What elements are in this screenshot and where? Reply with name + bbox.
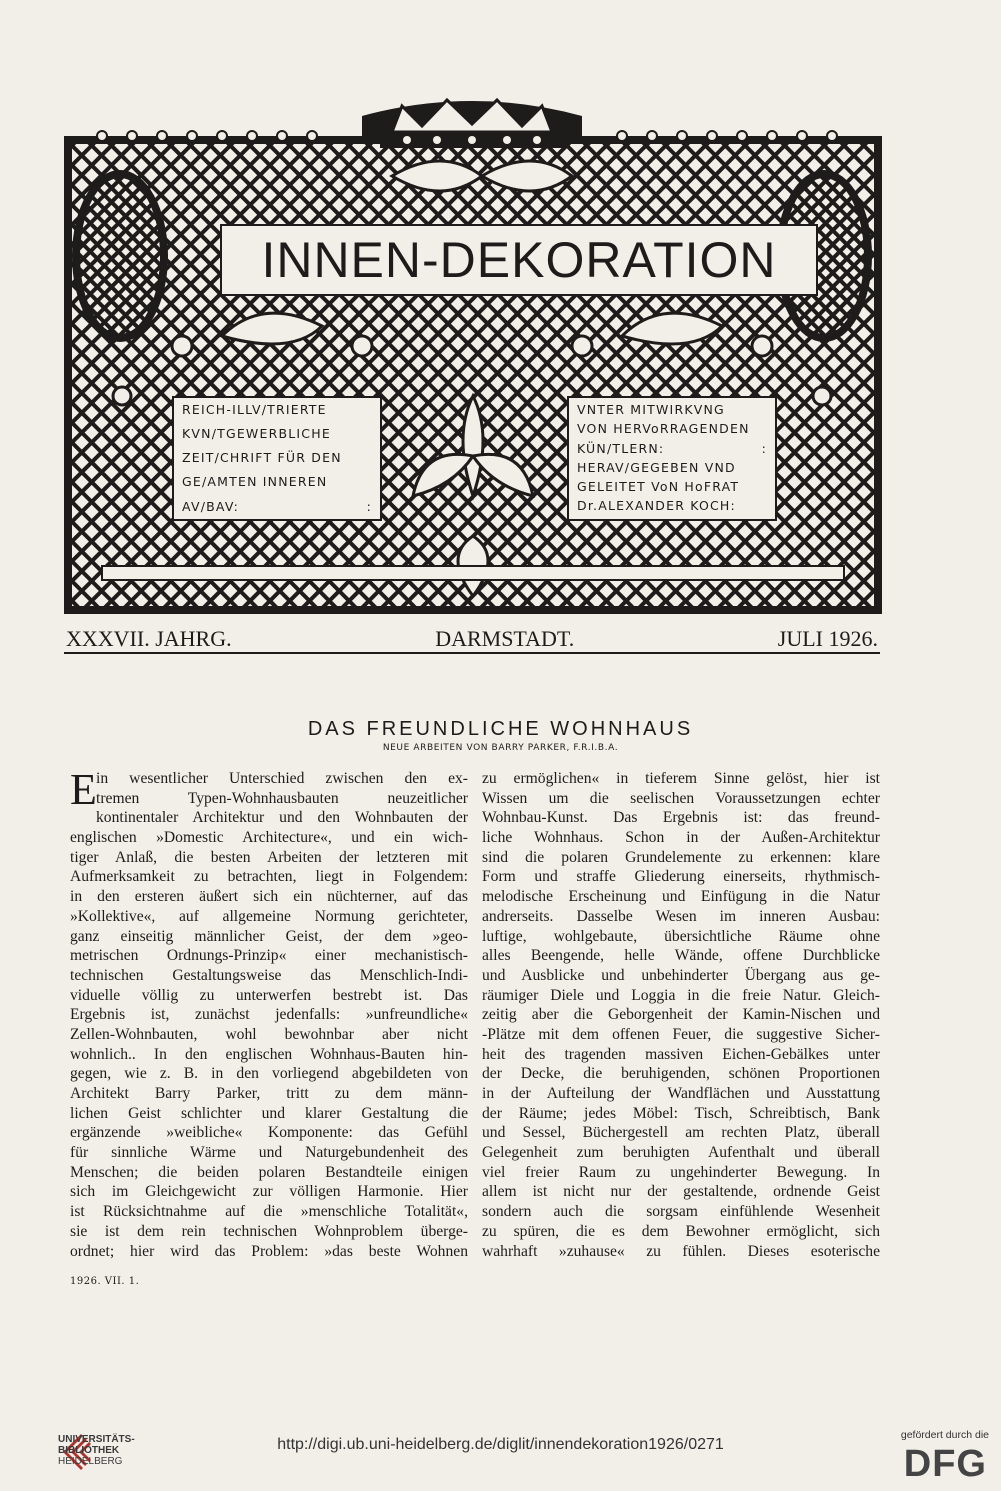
text-line: und Sessel, Büchergestell am rechten Platz, überall bbox=[482, 1124, 880, 1142]
text-line: viduelle völlig zu unterwerfen bestrebt ist. Das bbox=[70, 986, 468, 1004]
text-line: Menschen; die beiden polaren Bestandteile einigen bbox=[70, 1163, 468, 1181]
text-line: zeitig aber die Geborgenheit der Kamin-Nischen und bbox=[482, 1006, 880, 1024]
article-column-left bbox=[70, 765, 468, 1261]
text-line: zu spüren, die es dem Bewohner ermöglicht, sich bbox=[482, 1222, 880, 1240]
issue-date: JULI 1926. bbox=[777, 626, 878, 651]
text-line: zu ermöglichen« in tieferem Sinne gelöst, hier ist bbox=[482, 770, 880, 787]
text-line: sondern auch die sorgsam einfühlende Wesenheit bbox=[482, 1203, 880, 1221]
crown-icon bbox=[362, 100, 582, 148]
text-line: ist Rücksichtnahme auf die »menschliche Totalität«, bbox=[70, 1203, 468, 1221]
text-line: Architekt Barry Parker, tritt zu dem männ- bbox=[70, 1085, 468, 1102]
text-line: der Decke, die beruhigenden, schönen Proportionen bbox=[482, 1065, 880, 1083]
text-line: Wissen um die seelischen Voraussetzungen echter bbox=[482, 789, 880, 807]
text-line: ganz einseitig männlicher Geist, der dem »geo- bbox=[70, 927, 468, 945]
text-line: ergänzende »weibliche« Komponente: das Gefühl bbox=[70, 1124, 468, 1142]
text-line: -Plätze mit dem offenen Feuer, die suggestive Sicher- bbox=[482, 1025, 880, 1043]
text-line: englischen »Domestic Architecture«, und ein wich- bbox=[70, 829, 468, 847]
issue-rule-divider bbox=[64, 652, 880, 654]
text-line: sich im Gleichgewicht zur völligen Harmonie. Hier bbox=[70, 1183, 468, 1201]
text-line: sie ist dem rein technischen Wohnproblem überge- bbox=[70, 1222, 468, 1240]
source-url-link[interactable]: http://digi.ub.uni-heidelberg.de/diglit/innendekoration1926/0271 bbox=[277, 1436, 724, 1453]
masthead-right-line: VON HERVoRRAGENDEN bbox=[577, 421, 750, 437]
text-line: liche Wohnhaus. Schon in der Außen-Architektur bbox=[482, 829, 880, 847]
text-line: in der Aufteilung der Wandflächen und Ausstattung bbox=[482, 1085, 880, 1102]
text-line: andrerseits. Dasselbe Wesen im inneren Ausbau: bbox=[482, 907, 880, 925]
university-library-name: UNIVERSITÄTS- BIBLIOTHEK HEIDELBERG bbox=[58, 1434, 135, 1467]
text-line: Gelegenheit zum beruhigten Aufenthalt und überall bbox=[482, 1144, 880, 1162]
drop-cap: E bbox=[70, 765, 97, 814]
text-line: sind die polaren Grundelemente zu erkennen: klare bbox=[482, 848, 880, 866]
text-line: metrischen Ordnungs-Prinzip« einer mechanistisch- bbox=[70, 947, 468, 965]
text-line: in den ersteren äußert sich ein nüchterner, auf das bbox=[70, 888, 468, 906]
text-line: Ergebnis ist, zunächst jedenfalls: »unfreundliche« bbox=[70, 1006, 468, 1024]
text-line: Aufmerksamkeit zu betrachten, liegt in Folgendem: bbox=[70, 868, 468, 886]
masthead-right-box bbox=[567, 396, 777, 521]
text-line: allem ist nicht nur der gestaltende, ordnende Geist bbox=[482, 1183, 880, 1201]
masthead-right-line: KÜN/TLERN: : bbox=[577, 440, 767, 456]
text-line: technischen Gestaltungsweise das Menschlich-Indi- bbox=[70, 966, 468, 984]
issue-place: DARMSTADT. bbox=[435, 626, 575, 651]
text-line: tremen Typen-Wohnhausbauten neuzeitlicher bbox=[96, 789, 468, 807]
medallion-left-icon bbox=[72, 170, 168, 342]
masthead-ornament bbox=[62, 96, 884, 616]
masthead-right-line: VNTER MITWIRKVNG bbox=[577, 402, 725, 417]
text-line: für sinnliche Wärme und Naturgebundenheit des bbox=[70, 1144, 468, 1162]
article-column-right bbox=[482, 769, 880, 1261]
masthead-left-line: GE/AMTEN INNEREN bbox=[182, 474, 328, 490]
issue-volume: XXXVII. JAHRG. bbox=[66, 626, 232, 651]
masthead-left-line: AV/BAV: : bbox=[182, 498, 372, 514]
text-line: luftige, wohlgebaute, übersichtliche Räume ohne bbox=[482, 927, 880, 945]
masthead-title-box bbox=[220, 224, 818, 296]
text-line: Zellen-Wohnbauten, wohl bewohnbar aber nicht bbox=[70, 1025, 468, 1043]
text-line: melodische Erscheinung und Einfügung in die Natur bbox=[482, 888, 880, 906]
text-line: wohnlich.. In den englischen Wohnhaus-Bauten hin- bbox=[70, 1045, 468, 1063]
text-line: der Räume; jedes Möbel: Tisch, Schreibtisch, Bank bbox=[482, 1104, 880, 1122]
text-line: Wohnbau-Kunst. Das Ergebnis ist: das freund- bbox=[482, 809, 880, 827]
masthead-right-line: GELEITET VoN HoFRAT bbox=[577, 479, 740, 495]
text-line: heit des tragenden massiven Eichen-Gebälkes unter bbox=[482, 1045, 880, 1063]
funding-label: gefördert durch die bbox=[900, 1429, 989, 1441]
text-line: in wesentlicher Unterschied zwischen den ex- bbox=[96, 770, 468, 787]
text-line: gegen, wie z. B. in den vorliegend abgebildeten von bbox=[70, 1065, 468, 1083]
text-line: alles Beengende, helle Wände, offene Durchblicke bbox=[482, 947, 880, 965]
masthead-right-line: HERAV/GEGEBEN VND bbox=[577, 459, 736, 475]
text-line: »Kollektive«, auf allgemeine Normung gerichteter, bbox=[70, 907, 468, 925]
article-title: DAS FREUNDLICHE WOHNHAUS bbox=[307, 718, 694, 740]
dfg-logo: DFG bbox=[903, 1443, 987, 1485]
text-line: lichen Geist schlichter und klarer Gestaltung die bbox=[70, 1104, 468, 1122]
text-line: viel freier Raum zu ungehinderter Bewegung. In bbox=[482, 1163, 880, 1181]
article-subtitle: NEUE ARBEITEN VON BARRY PARKER, F.R.I.B.A. bbox=[382, 743, 619, 753]
text-line: wahrhaft »zuhause« zu fühlen. Dieses esoterische bbox=[482, 1242, 880, 1260]
text-line: Form und straffe Gliederung einerseits, rhythmisch- bbox=[482, 868, 880, 886]
text-line: tiger Anlaß, die besten Arbeiten der letzteren mit bbox=[70, 848, 468, 866]
text-line: und Ausblicke und unbehinderter Übergang aus ge- bbox=[482, 966, 880, 984]
issue-line bbox=[66, 622, 878, 652]
lace-ornament-graphic bbox=[62, 96, 884, 616]
text-line: kontinentaler Architektur und den Wohnbauten der bbox=[96, 809, 468, 827]
page-footnote: 1926. VII. 1. bbox=[70, 1276, 140, 1287]
masthead-left-line: KVN/TGEWERBLICHE bbox=[182, 426, 331, 442]
masthead-title: INNEN-DEKORATION bbox=[261, 232, 777, 288]
masthead-right-line: Dr.ALEXANDER KOCH: bbox=[577, 498, 736, 514]
text-line: ordnet; hier wird das Problem: »das beste Wohnen bbox=[70, 1242, 468, 1260]
masthead-left-line: REICH-ILLV/TRIERTE bbox=[182, 402, 327, 417]
text-line: räumiger Diele und Loggia in die freie Natur. Gleich- bbox=[482, 986, 880, 1004]
masthead-left-line: ZEIT/CHRIFT FÜR DEN bbox=[182, 450, 342, 466]
masthead-left-box bbox=[172, 396, 382, 521]
